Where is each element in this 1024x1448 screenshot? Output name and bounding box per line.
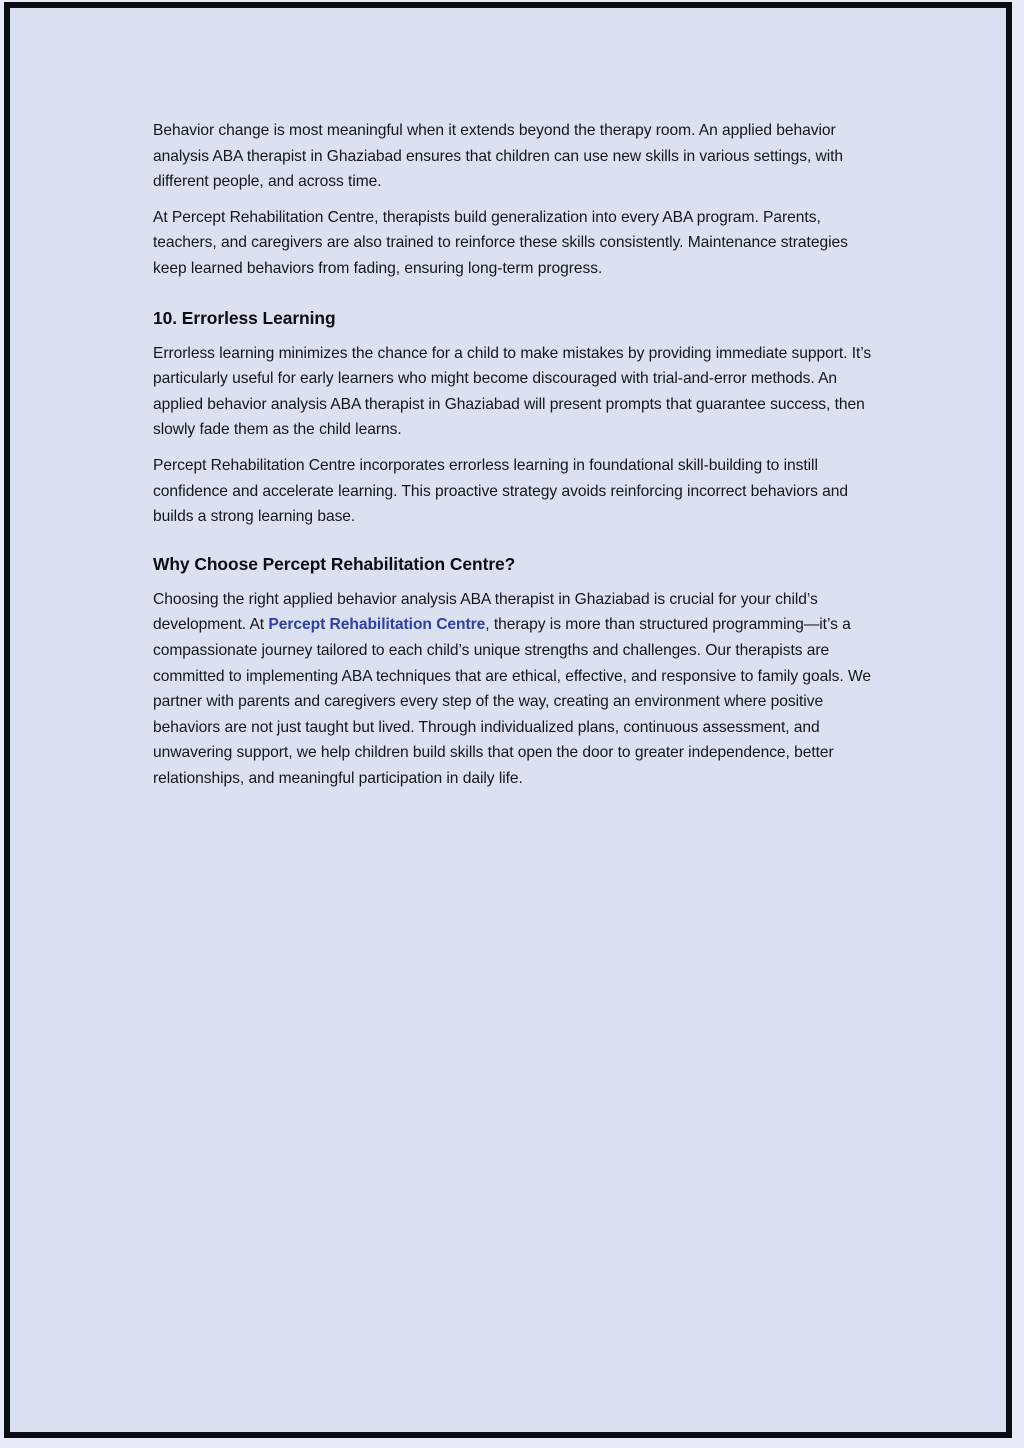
percept-rehabilitation-centre-link[interactable]: Percept Rehabilitation Centre <box>268 616 486 634</box>
paragraph-errorless-percept: Percept Rehabilitation Centre incorporates errorless learning in foundational skill-building to instill confidence and accelerate learning. This proactive strategy avoids reinforcing incorrect behaviors and builds a strong learning base. <box>153 456 848 526</box>
document-page <box>4 2 1012 1438</box>
paragraph-why-choose-body <box>153 587 875 792</box>
heading-errorless-learning: 10. Errorless Learning <box>153 307 336 328</box>
why-choose-text-after-link: , therapy is more than structured programming—it’s a compassionate journey tailored to each child’s unique strengths and challenges. Our therapists are committed to implementing ABA techniques that are ethical, effective, and responsive to family goals. We partner with parents and caregivers every step of the way, creating an environment where positive behaviors are not just taught but lived. Through individualized plans, continuous assessment, and unwavering support, we help children build skills that open the door to greater independence, better relationships, and meaningful participation in daily life. <box>153 616 871 787</box>
paragraph-generalization-percept: At Percept Rehabilitation Centre, therapists build generalization into every ABA program. Parents, teachers, and caregivers are also trained to reinforce these skills consistently. Maintenance strategies keep learned behaviors from fading, ensuring long-term progress. <box>153 208 848 277</box>
heading-why-choose: Why Choose Percept Rehabilitation Centre? <box>153 553 516 574</box>
content-bottom-spacer <box>153 801 875 803</box>
paragraph-errorless-definition: Errorless learning minimizes the chance for a child to make mistakes by providing immediate support. It’s particularly useful for early learners who might become discouraged with trial-and-error methods. An applied behavior analysis ABA therapist in Ghaziabad will present prompts that guarantee success, then slowly fade them as the child learns. <box>153 344 872 439</box>
paragraph-generalization-intro: Behavior change is most meaningful when it extends beyond the therapy room. An applied behavior analysis ABA therapist in Ghaziabad ensures that children can use new skills in various settings, with different people, and across time. <box>153 122 844 191</box>
document-content-column <box>153 118 875 803</box>
why-choose-text-before-link: Choosing the right applied behavior analysis ABA therapist in Ghaziabad is crucial for your child’s development. At <box>153 590 818 634</box>
